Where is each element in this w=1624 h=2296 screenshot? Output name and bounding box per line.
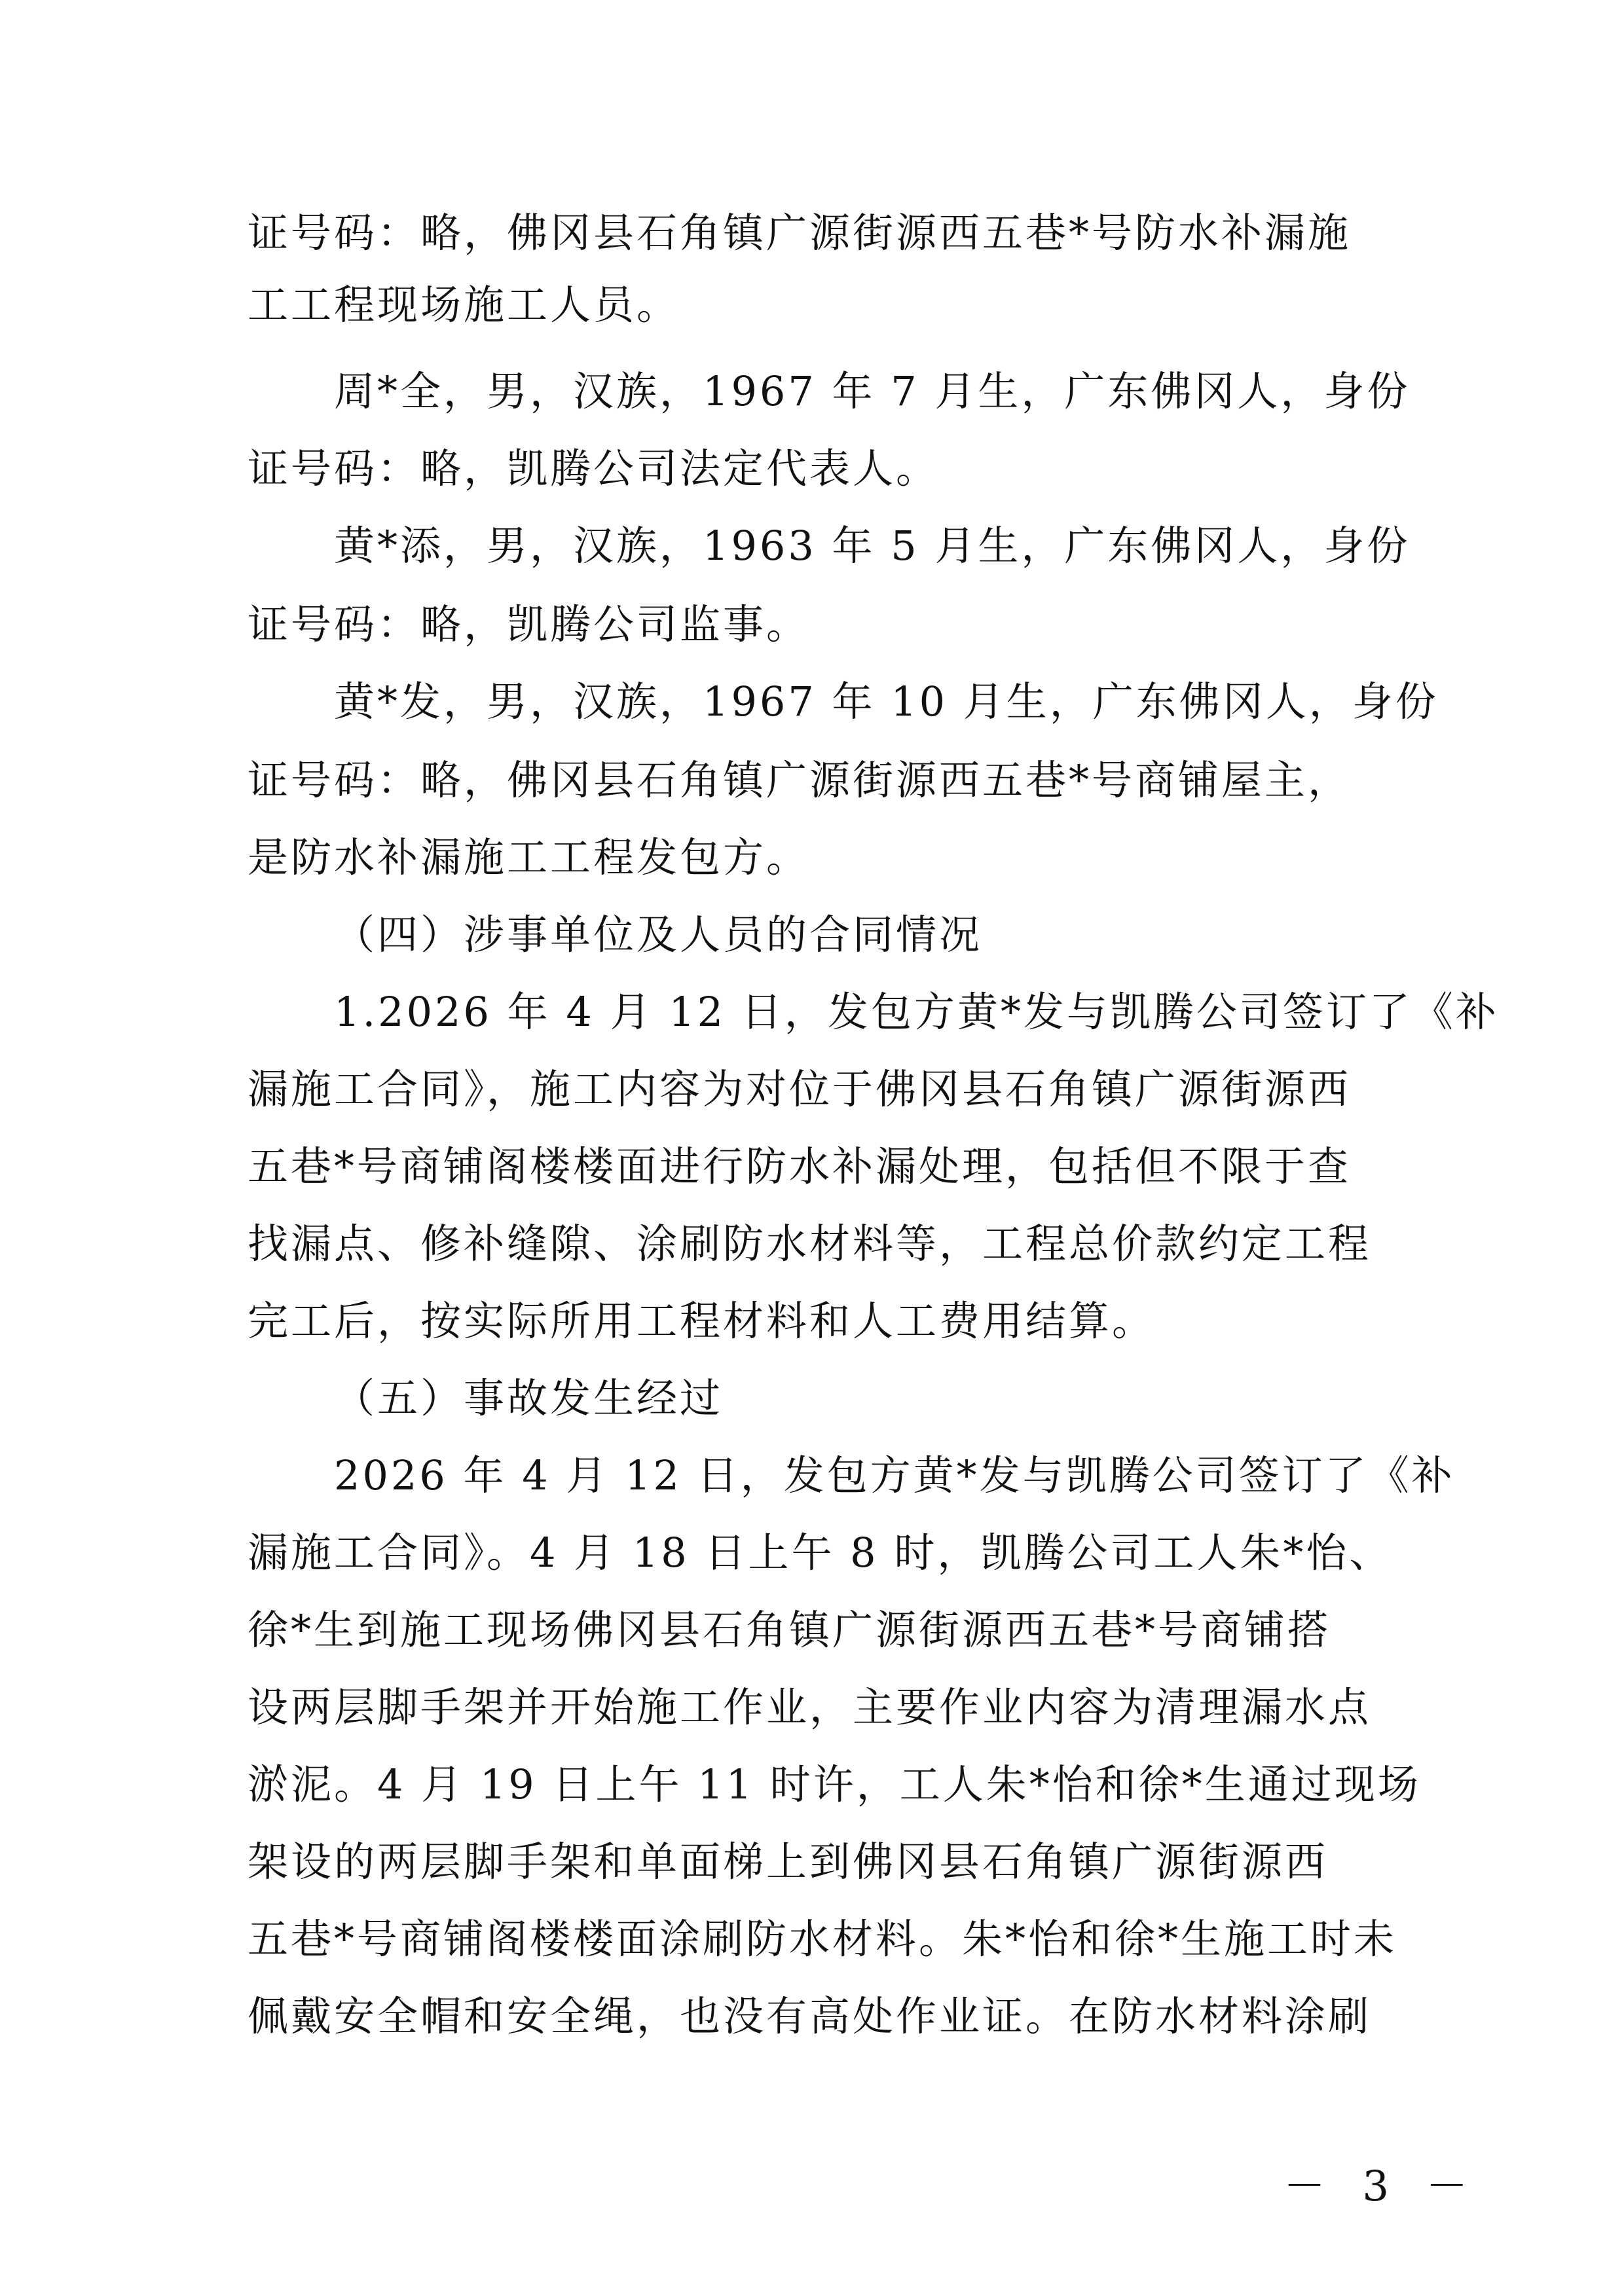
text-line-23: 五巷*号商铺阁楼楼面涂刷防水材料。朱*怡和徐*生施工时未 bbox=[248, 1915, 1397, 1963]
text-line-21: 淤泥。4 月 19 日上午 11 时许，工人朱*怡和徐*生通过现场 bbox=[248, 1760, 1421, 1808]
text-line-22: 架设的两层脚手架和单面梯上到佛冈县石角镇广源街源西 bbox=[248, 1838, 1329, 1886]
text-line-8: 证号码：略，佛冈县石角镇广源街源西五巷*号商铺屋主， bbox=[248, 756, 1352, 804]
text-line-15: 完工后，按实际所用工程材料和人工费用结算。 bbox=[248, 1297, 1156, 1345]
text-line-18: 漏施工合同》。4 月 18 日上午 8 时，凯腾公司工人朱*怡、 bbox=[248, 1529, 1393, 1576]
text-line-19: 徐*生到施工现场佛冈县石角镇广源街源西五巷*号商铺搭 bbox=[248, 1606, 1331, 1654]
text-line-2: 工工程现场施工人员。 bbox=[248, 281, 680, 329]
text-line-20: 设两层脚手架并开始施工作业，主要作业内容为清理漏水点 bbox=[248, 1683, 1372, 1731]
text-line-11: 1.2026 年 4 月 12 日，发包方黄*发与凯腾公司签订了《补 bbox=[334, 988, 1499, 1036]
text-line-17: 2026 年 4 月 12 日，发包方黄*发与凯腾公司签订了《补 bbox=[334, 1451, 1455, 1499]
text-line-6: 证号码：略，凯腾公司监事。 bbox=[248, 600, 810, 648]
text-line-12: 漏施工合同》，施工内容为对位于佛冈县石角镇广源街源西 bbox=[248, 1065, 1352, 1113]
page-number: － 3 － bbox=[1283, 2162, 1480, 2211]
section-heading-4: （四）涉事单位及人员的合同情况 bbox=[334, 911, 983, 958]
text-line-4: 证号码：略，凯腾公司法定代表人。 bbox=[248, 445, 940, 492]
text-line-5: 黄*添，男，汉族，1963 年 5 月生，广东佛冈人，身份 bbox=[334, 522, 1411, 570]
text-line-24: 佩戴安全帽和安全绳，也没有高处作业证。在防水材料涂刷 bbox=[248, 1992, 1372, 2040]
text-line-13: 五巷*号商铺阁楼楼面进行防水补漏处理，包括但不限于查 bbox=[248, 1142, 1352, 1190]
section-heading-5: （五）事故发生经过 bbox=[334, 1374, 724, 1422]
text-line-14: 找漏点、修补缝隙、涂刷防水材料等，工程总价款约定工程 bbox=[248, 1220, 1372, 1267]
text-line-7: 黄*发，男，汉族，1967 年 10 月生，广东佛冈人，身份 bbox=[334, 678, 1439, 725]
text-line-9: 是防水补漏施工工程发包方。 bbox=[248, 833, 810, 881]
text-line-1: 证号码：略，佛冈县石角镇广源街源西五巷*号防水补漏施 bbox=[248, 209, 1352, 257]
text-line-3: 周*全，男，汉族，1967 年 7 月生，广东佛冈人，身份 bbox=[334, 367, 1411, 415]
